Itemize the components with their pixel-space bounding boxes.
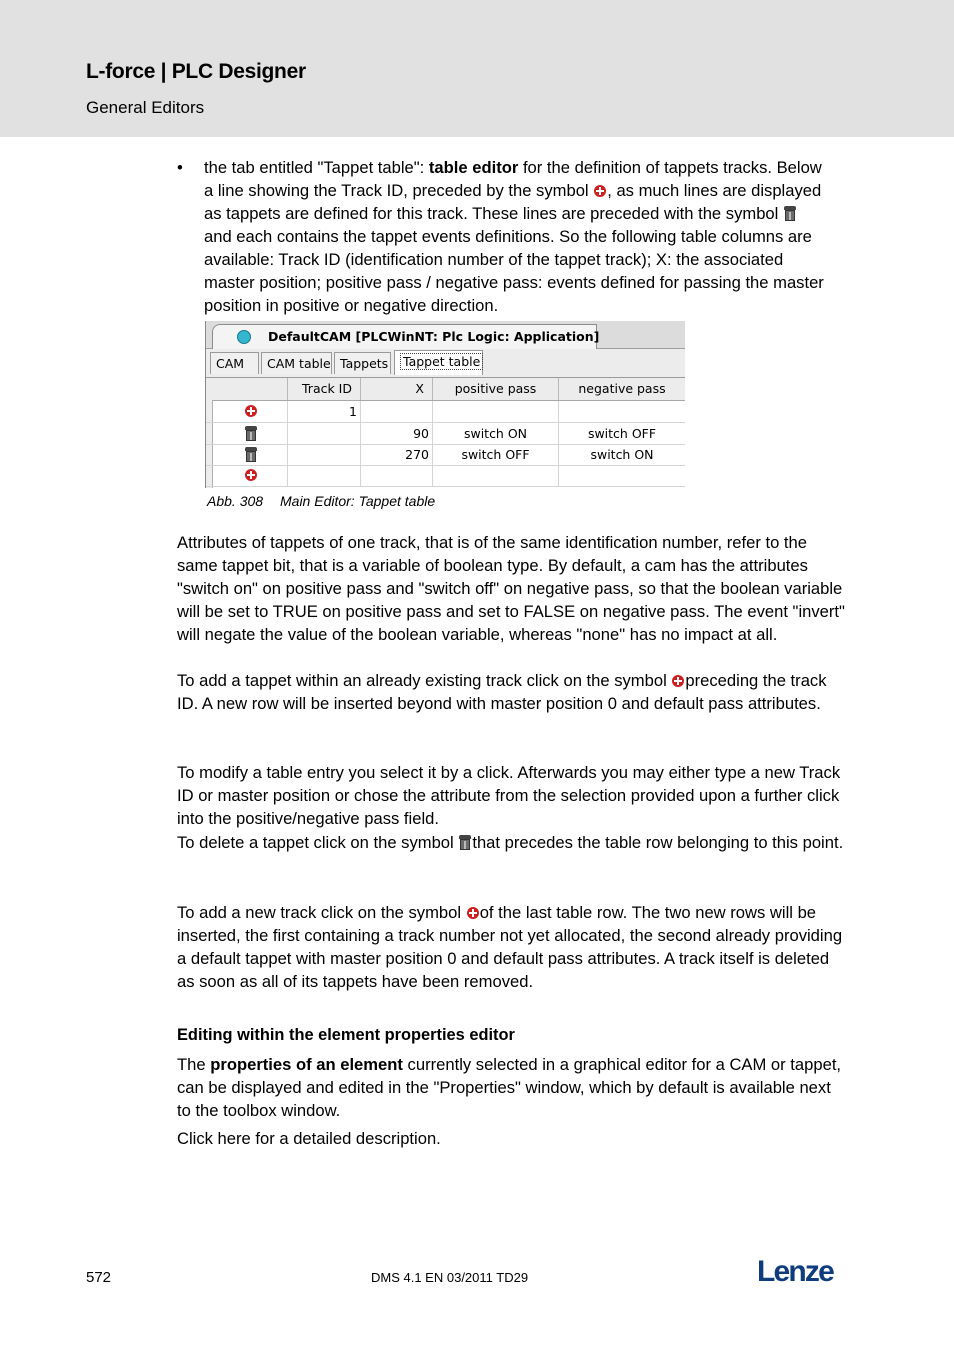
figure-caption-text: Main Editor: Tappet table [280, 493, 436, 509]
page-header [0, 0, 954, 137]
cell-positive-pass[interactable]: switch ON [432, 423, 558, 444]
cell-track-id[interactable] [287, 423, 360, 444]
paragraph-properties-1: The [177, 1055, 211, 1074]
table-row [206, 465, 685, 487]
table-row [206, 444, 685, 466]
cell-x[interactable]: 270 [360, 444, 432, 465]
cell-negative-pass[interactable]: switch OFF [558, 423, 685, 444]
paragraph-add-track [177, 901, 847, 993]
delete-tappet-icon [784, 205, 796, 222]
tab-cam[interactable]: CAM [210, 352, 259, 374]
editor-titlebar [206, 321, 685, 349]
tab-tappet-table-label: Tappet table [400, 353, 483, 370]
bullet-text [204, 156, 824, 317]
cell-positive-pass[interactable] [432, 401, 558, 422]
delete-tappet-icon[interactable] [245, 446, 257, 463]
column-header-x[interactable]: X [360, 378, 432, 400]
column-header-track-id[interactable]: Track ID [287, 378, 360, 400]
detail-link[interactable]: Click here for a detailed description. [177, 1129, 441, 1148]
cell-negative-pass[interactable] [558, 401, 685, 422]
paragraph-delete-tappet [177, 831, 847, 854]
paragraph-add-tappet-2: preceding the track ID. A new row will be inserted beyond with master position 0 and default pass attributes. [177, 671, 827, 713]
cell-x[interactable] [360, 465, 432, 486]
cell-positive-pass[interactable] [432, 465, 558, 486]
cell-track-id[interactable] [287, 444, 360, 465]
lenze-logo: Lenze [757, 1255, 834, 1288]
bullet-text-2: for the definition of tappets tracks. Below a line showing the Track ID, preceded by the symbol [204, 158, 822, 200]
paragraph-attributes: Attributes of tappets of one track, that is of the same identification number, refer to the same tappet bit, that is a variable of boolean type. By default, a cam has the attributes "switch on" on positive pass and "switch off" on negative pass, so that the boolean variable will be set to TRUE on positive pass and set to FALSE on negative pass. The event "invert" will negate the value of the boolean variable, whereas "none" has no impact at all. [177, 533, 845, 644]
cell-x[interactable]: 90 [360, 423, 432, 444]
paragraph-delete-tappet-1: To delete a tappet click on the symbol [177, 833, 459, 852]
editor-tabs [206, 349, 685, 378]
tab-cam-table[interactable]: CAM table [261, 352, 332, 374]
table-row [206, 423, 685, 445]
bullet-text-4: and each contains the tappet events definitions. So the following table columns are available: Track ID (identification number of the tappet track); X: the associated master position; positive pass / negative pass: events defined for passing the master position in positive or negative direction. [204, 227, 824, 315]
cell-x[interactable] [360, 401, 432, 422]
column-header-negative-pass[interactable]: negative pass [558, 378, 685, 400]
tab-tappet-table[interactable] [394, 350, 483, 375]
cell-track-id[interactable]: 1 [287, 401, 360, 422]
table-row [206, 401, 685, 423]
add-track-icon[interactable] [245, 469, 257, 481]
table-header [206, 378, 685, 401]
delete-tappet-icon[interactable] [245, 425, 257, 442]
add-track-icon [594, 185, 606, 197]
add-track-icon [467, 907, 479, 919]
document-tab[interactable] [212, 324, 600, 349]
tappet-table-screenshot [205, 321, 685, 488]
cell-negative-pass[interactable] [558, 465, 685, 486]
add-tappet-icon[interactable] [245, 405, 257, 417]
page-number: 572 [86, 1269, 112, 1286]
paragraph-add-track-2: of the last table row. The two new rows will be inserted, the first containing a track number not yet allocated, the second already providing a default tappet with master position 0 and default pass attributes. A track itself is deleted as soon as all of its tappets have been removed. [177, 903, 843, 991]
paragraph-delete-tappet-2: that precedes the table row belonging to this point. [472, 833, 844, 852]
section-title: General Editors [86, 98, 205, 117]
document-id: DMS 4.1 EN 03/2011 TD29 [371, 1270, 529, 1285]
bullet-dot: • [177, 158, 183, 177]
cam-object-icon [237, 330, 251, 344]
paragraph-add-tappet-1: To add a tappet within an already existing track click on the symbol [177, 671, 672, 690]
bullet-text-1: the tab entitled "Tappet table": [204, 158, 429, 177]
column-header-positive-pass[interactable]: positive pass [432, 378, 558, 400]
delete-tappet-icon [459, 834, 471, 851]
paragraph-properties [177, 1053, 847, 1122]
paragraph-modify: To modify a table entry you select it by a click. Afterwards you may either type a new Track ID or master position or chose the attribute from the selection provided upon a further click into the positive/negative pass field. [177, 763, 841, 828]
figure-caption [207, 493, 435, 509]
cell-positive-pass[interactable]: switch OFF [432, 444, 558, 465]
tab-tappets[interactable]: Tappets [334, 352, 391, 374]
cell-track-id[interactable] [287, 465, 360, 486]
add-tappet-icon [672, 675, 684, 687]
paragraph-add-tappet [177, 669, 847, 715]
section-heading: Editing within the element properties editor [177, 1026, 515, 1044]
bullet-bold: table editor [428, 158, 519, 177]
cell-negative-pass[interactable]: switch ON [558, 444, 685, 465]
paragraph-add-track-1: To add a new track click on the symbol [177, 903, 466, 922]
document-title: DefaultCAM [PLCWinNT: Plc Logic: Application] [268, 329, 600, 344]
figure-number: Abb. 308 [207, 493, 264, 509]
brand-title: L-force | PLC Designer [86, 60, 306, 83]
paragraph-properties-bold: properties of an element [210, 1055, 403, 1074]
bullet-text-3: , as much lines are displayed as tappets are defined for this track. These lines are preceded with the symbol [204, 181, 822, 223]
paragraph-properties-2: currently selected in a graphical editor for a CAM or tappet, can be displayed and edited in the "Properties" window, which by default is available next to the toolbox window. [177, 1055, 842, 1120]
